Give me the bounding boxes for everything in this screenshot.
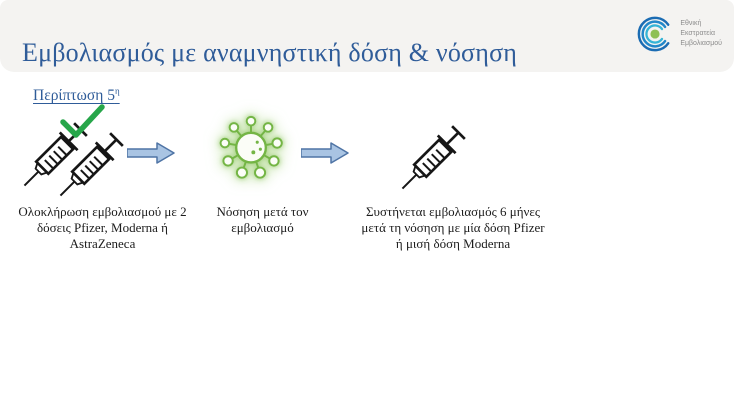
- caption-line: AstraZeneca: [69, 236, 136, 251]
- case-label-text: Περίπτωση 5: [33, 87, 115, 105]
- caption-line: Συστήνεται εμβολιασμός 6 μήνες: [365, 204, 541, 219]
- caption-line: εμβολιασμό: [231, 220, 294, 235]
- caption-line: Νόσηση μετά τον: [216, 204, 309, 219]
- page-title: Εμβολιασμός με αναμνηστική δόση & νόσηση: [22, 38, 518, 68]
- step-caption-completed-vaccination: [5, 204, 200, 252]
- campaign-logo-text: [680, 19, 722, 49]
- campaign-logo: [636, 15, 722, 53]
- checkmark-icon: [58, 101, 106, 141]
- caption-line: Ολοκλήρωση εμβολιασμού με 2: [18, 204, 187, 219]
- caption-line: ή μισή δόση Moderna: [395, 236, 511, 251]
- case-label-superscript: η: [114, 86, 120, 96]
- campaign-logo-icon: [636, 15, 674, 53]
- virus-icon: [212, 111, 290, 194]
- caption-line: δόσεις Pfizer, Moderna ή: [37, 220, 168, 235]
- logo-text-line: Εκστρατεία: [680, 29, 716, 37]
- logo-text-line: Εθνική: [680, 19, 702, 27]
- step-caption-recommended-booster: [342, 204, 564, 252]
- right-arrow-icon: [127, 142, 175, 164]
- step-caption-infection-after-vaccination: [195, 204, 330, 236]
- right-arrow-icon: [301, 142, 349, 164]
- caption-line: μετά τη νόσηση με μία δόση Pfizer: [361, 220, 545, 235]
- syringe-icon: [388, 113, 478, 203]
- header-bar: [0, 0, 734, 72]
- logo-text-line: Εμβολιασμού: [680, 40, 722, 48]
